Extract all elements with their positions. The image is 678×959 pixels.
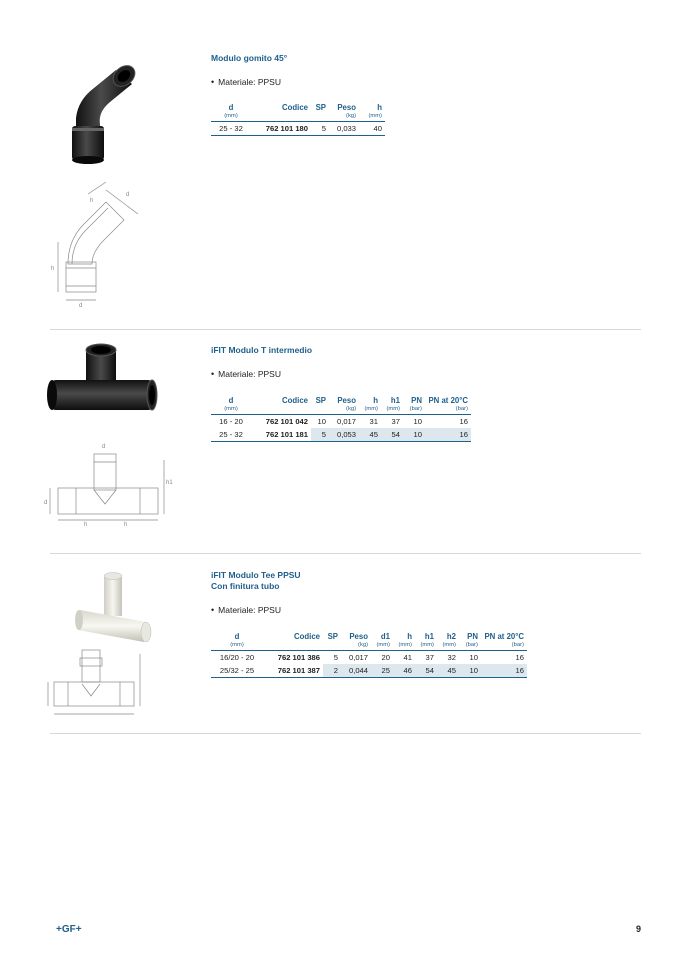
table-cell: 0,053	[329, 428, 359, 442]
table-cell: 0,033	[329, 122, 359, 136]
column-header: d1	[380, 631, 390, 641]
table-cell: 37	[391, 417, 400, 426]
material-bullet	[211, 77, 281, 87]
table-row	[211, 122, 385, 136]
tee-white-photo	[74, 570, 160, 646]
column-header: SP	[315, 395, 326, 405]
table-cell: 762 101 181	[251, 428, 311, 442]
column-header: h	[377, 102, 382, 112]
drawing-label-d: d	[44, 500, 48, 506]
table-cell: 16	[515, 653, 524, 662]
section-divider	[50, 733, 641, 734]
bullet-icon: •	[211, 605, 215, 615]
drawing-label-h: h	[84, 522, 88, 526]
table-header-row	[211, 631, 527, 641]
drawing-label-h: h	[124, 522, 128, 526]
unit-cell: (mm)	[359, 112, 385, 122]
unit-cell: (mm)	[371, 641, 393, 651]
unit-cell: (kg)	[329, 405, 359, 415]
table-cell: 20	[381, 653, 390, 662]
unit-cell: (mm)	[359, 405, 381, 415]
table-cell: 16	[481, 664, 527, 678]
table-cell: 16 - 20	[219, 417, 243, 426]
tee-black-photo	[46, 342, 158, 422]
table-cell: 5	[311, 122, 329, 136]
table-cell: 41	[403, 653, 412, 662]
table-units-row	[211, 405, 471, 415]
product-title: iFIT Modulo T intermedio	[211, 345, 313, 355]
unit-cell: (mm)	[381, 405, 403, 415]
column-header: Peso	[337, 102, 356, 112]
spec-table	[211, 102, 385, 136]
section-divider	[50, 329, 641, 330]
unit-cell	[251, 405, 311, 415]
column-header: d	[228, 395, 234, 405]
table-row	[211, 651, 527, 665]
section-divider	[50, 553, 641, 554]
table-cell: 2	[323, 664, 341, 678]
unit-cell	[311, 405, 329, 415]
unit-cell: (mm)	[211, 405, 251, 415]
table-cell: 0,017	[336, 417, 356, 426]
unit-cell: (mm)	[211, 112, 251, 122]
table-cell: 32	[447, 653, 456, 662]
unit-cell	[251, 112, 311, 122]
tee-white-drawing	[44, 644, 154, 722]
table-cell: 16/20 - 20	[219, 653, 255, 662]
table-cell: 37	[425, 653, 434, 662]
column-header: PN at 20°C	[428, 395, 468, 405]
table-cell: 16	[459, 417, 468, 426]
column-header: PN	[411, 395, 422, 405]
table-cell: 0,044	[341, 664, 371, 678]
elbow-45-drawing	[48, 180, 148, 308]
material-text: Materiale: PPSU	[218, 605, 281, 615]
drawing-label-h1: h1	[166, 480, 173, 486]
table-cell: 10	[413, 417, 422, 426]
tee-black-drawing	[44, 440, 174, 526]
table-cell: 46	[393, 664, 415, 678]
table-cell: 45	[437, 664, 459, 678]
table-row	[211, 664, 527, 678]
unit-cell: (bar)	[481, 641, 527, 651]
table-cell: 762 101 042	[265, 417, 308, 426]
table-units-row	[211, 112, 385, 122]
table-header-row	[211, 395, 471, 405]
unit-cell: (mm)	[211, 641, 263, 651]
column-header: SP	[327, 631, 338, 641]
column-header: d	[228, 102, 234, 112]
drawing-label-d: d	[79, 303, 83, 308]
table-cell: 10	[403, 428, 425, 442]
table-cell: 25 - 32	[211, 428, 251, 442]
material-bullet	[211, 369, 281, 379]
table-cell: 762 101 386	[277, 653, 320, 662]
page-number: 9	[636, 924, 642, 934]
unit-cell: (bar)	[459, 641, 481, 651]
column-header: Peso	[337, 395, 356, 405]
unit-cell	[323, 641, 341, 651]
table-cell: 25	[371, 664, 393, 678]
drawing-label-h: h	[90, 198, 94, 204]
unit-cell: (kg)	[341, 641, 371, 651]
table-cell: 25/32 - 25	[211, 664, 263, 678]
table-header-row	[211, 102, 385, 112]
material-text: Materiale: PPSU	[218, 77, 281, 87]
spec-table	[211, 631, 527, 678]
table-cell: 40	[359, 122, 385, 136]
column-header: PN at 20°C	[484, 631, 524, 641]
table-row	[211, 415, 471, 429]
table-cell: 10	[317, 417, 326, 426]
unit-cell: (bar)	[403, 405, 425, 415]
table-cell: 5	[311, 428, 329, 442]
elbow-45-photo	[62, 58, 142, 170]
product-title: Modulo gomito 45°	[211, 53, 288, 63]
product-title: iFIT Modulo Tee PPSU	[211, 570, 301, 580]
table-cell: 5	[333, 653, 338, 662]
unit-cell: (mm)	[393, 641, 415, 651]
unit-cell: (mm)	[415, 641, 437, 651]
unit-cell: (bar)	[425, 405, 471, 415]
table-cell: 45	[359, 428, 381, 442]
column-header: PN	[467, 631, 478, 641]
product-subtitle: Con finitura tubo	[211, 581, 280, 591]
unit-cell: (mm)	[437, 641, 459, 651]
bullet-icon: •	[211, 77, 215, 87]
column-header: SP	[315, 102, 326, 112]
unit-cell	[311, 112, 329, 122]
table-cell: 31	[369, 417, 378, 426]
drawing-label-d: d	[126, 192, 130, 198]
column-header: h1	[390, 395, 400, 405]
drawing-label-h: h	[51, 266, 55, 272]
material-bullet	[211, 605, 281, 615]
bullet-icon: •	[211, 369, 215, 379]
gf-logo: +GF+	[56, 924, 82, 935]
unit-cell	[263, 641, 323, 651]
column-header: Codice	[282, 102, 308, 112]
table-cell: 0,017	[348, 653, 368, 662]
column-header: Codice	[282, 395, 308, 405]
column-header: h1	[424, 631, 434, 641]
table-cell: 10	[459, 664, 481, 678]
table-row	[211, 428, 471, 442]
column-header: d	[234, 631, 240, 641]
table-cell: 16	[425, 428, 471, 442]
column-header: Peso	[349, 631, 368, 641]
column-header: h	[373, 395, 378, 405]
column-header: h	[407, 631, 412, 641]
table-cell: 762 101 387	[263, 664, 323, 678]
spec-table	[211, 395, 471, 442]
drawing-label-d: d	[102, 444, 106, 450]
table-cell: 10	[469, 653, 478, 662]
table-cell: 25 - 32	[211, 122, 251, 136]
table-cell: 54	[381, 428, 403, 442]
unit-cell: (kg)	[329, 112, 359, 122]
column-header: Codice	[294, 631, 320, 641]
table-cell: 762 101 180	[251, 122, 311, 136]
table-cell: 54	[415, 664, 437, 678]
table-units-row	[211, 641, 527, 651]
column-header: h2	[446, 631, 456, 641]
material-text: Materiale: PPSU	[218, 369, 281, 379]
